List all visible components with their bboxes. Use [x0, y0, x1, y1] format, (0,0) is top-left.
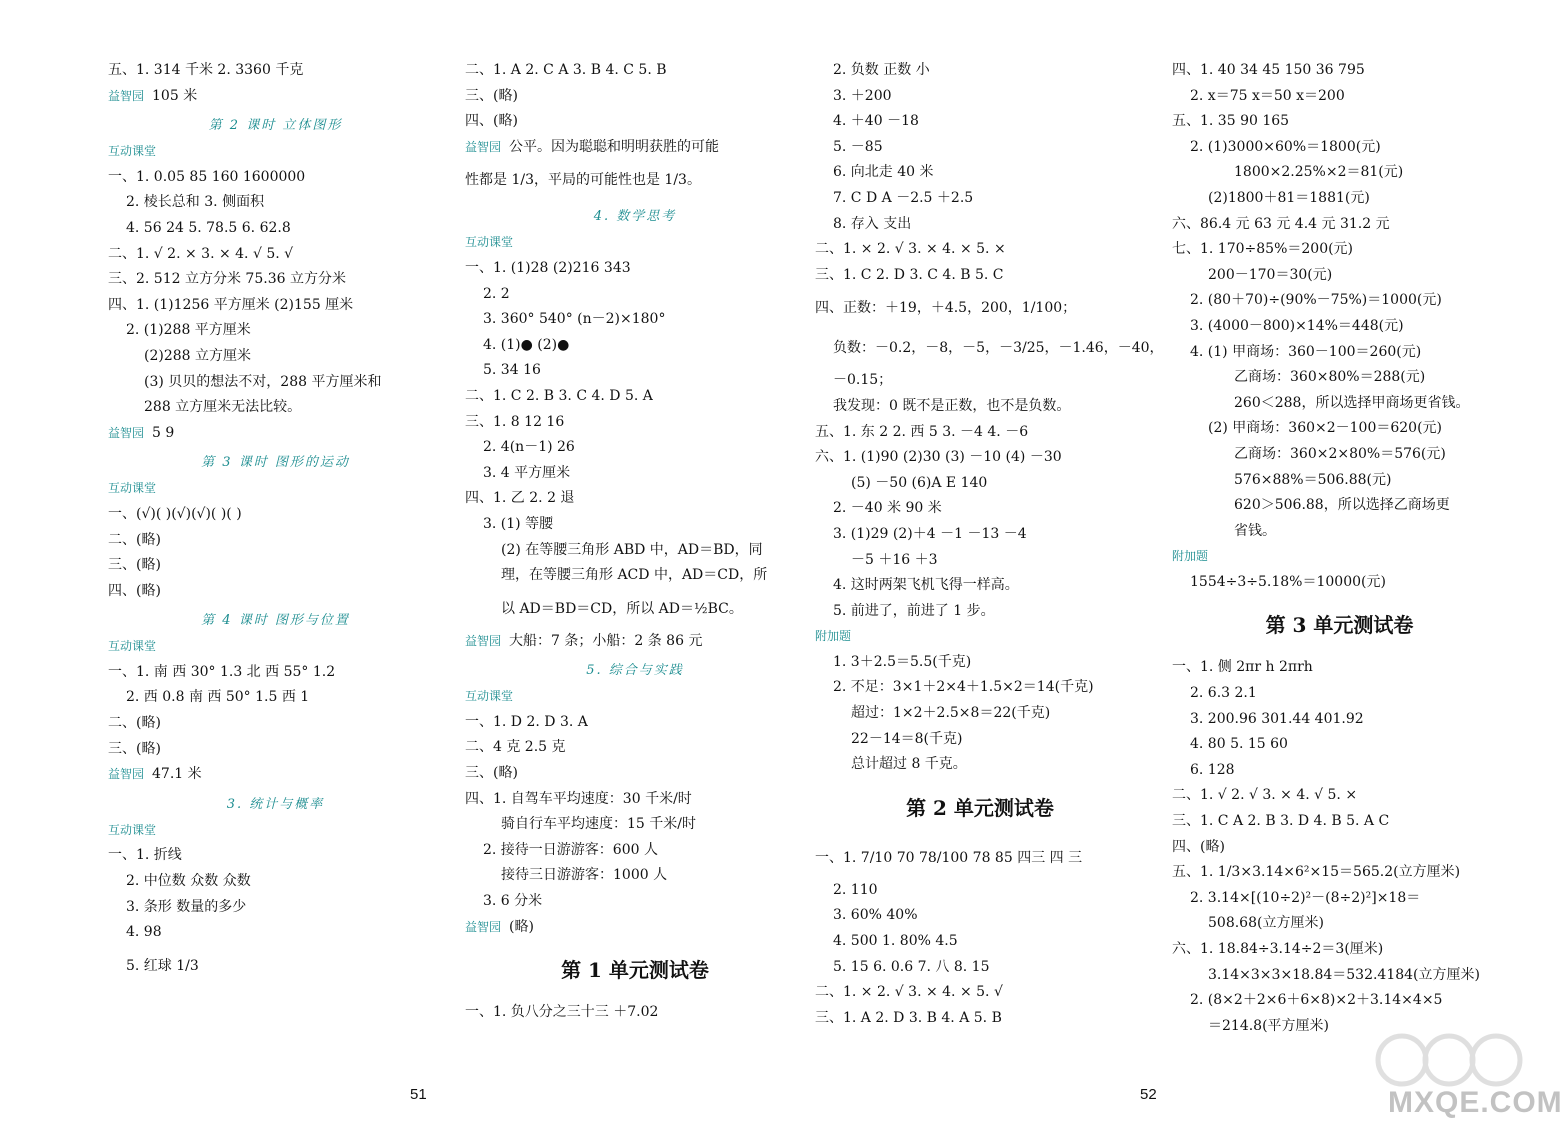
answer-line: －0.15；: [833, 372, 893, 389]
answer-line: 1800×2.25%×2＝81(元): [1234, 164, 1404, 181]
answer-line: 8. 存入 支出: [833, 215, 912, 232]
answer-line: 4. 80 5. 15 60: [1190, 736, 1288, 753]
unit-test-heading: 第 2 单元测试卷: [906, 795, 1054, 820]
answer-line: 5. 34 16: [483, 362, 541, 379]
subsection-label: 互动课堂: [465, 689, 514, 704]
answer-line: 省钱。: [1234, 522, 1276, 539]
answer-line: 一、1. 负八分之三十三 ＋7.02: [465, 1004, 659, 1021]
answer-line: 4. ＋40 －18: [833, 113, 919, 130]
answer-line: 3. 60% 40%: [833, 907, 918, 924]
answer-line: 1. 3＋2.5＝5.5(千克): [833, 653, 972, 670]
answer-line: 2. 西 0.8 南 西 50° 1.5 西 1: [126, 689, 310, 706]
answer-line: 一、1. 0.05 85 160 1600000: [108, 168, 306, 185]
answer-line: (2) 甲商场：360×2－100＝620(元): [1208, 420, 1443, 437]
answer-line: 3. (1)29 (2)＋4 －1 －13 －4: [833, 525, 1027, 542]
answer-line: 2. －40 米 90 米: [833, 500, 942, 517]
answer-line: 四、(略): [1172, 838, 1225, 855]
unit-test-heading: 第 1 单元测试卷: [561, 958, 709, 983]
answer-line: 6. 向北走 40 米: [833, 164, 934, 181]
answer-line: 3. 360° 540° (n－2)×180°: [483, 311, 666, 328]
answer-line: 1554÷3÷5.18%＝10000(元): [1190, 573, 1386, 590]
answer-line: 益智园 大船：7 条；小船：2 条 86 元: [465, 632, 703, 649]
answer-line: 4. 56 24 5. 78.5 6. 62.8: [126, 219, 291, 236]
column-3: [815, 58, 1164, 1031]
answer-line: 2. x＝75 x＝50 x＝200: [1190, 87, 1345, 104]
answer-line: 288 立方厘米无法比较。: [144, 399, 302, 416]
answer-line: 六、1. 18.84÷3.14÷2＝3(厘米): [1172, 941, 1384, 957]
answer-line: 3. ＋200: [833, 87, 892, 104]
answer-line: 4. 这时两架飞机飞得一样高。: [833, 577, 1019, 594]
section-tag: 益智园: [108, 767, 145, 782]
answer-line: 理，在等腰三角形 ACD 中，AD＝CD，所: [501, 567, 768, 584]
answer-line: 三、2. 512 立方分米 75.36 立方分米: [108, 271, 346, 288]
answer-line: 2. (1)288 平方厘米: [126, 322, 251, 339]
answer-line: 一、(√)( )(√)(√)( )( ): [108, 505, 242, 522]
answer-line: 620＞506.88，所以选择乙商场更: [1234, 497, 1450, 514]
answer-line: 22－14＝8(千克): [851, 730, 963, 747]
answer-line: 益智园 (略): [465, 918, 534, 935]
section-tag: 益智园: [465, 919, 502, 934]
answer-line: 二、1. × 2. √ 3. × 4. × 5. √: [815, 984, 1003, 1001]
answer-line: 乙商场：360×2×80%＝576(元): [1234, 445, 1446, 462]
answer-line: 260＜288，所以选择甲商场更省钱。: [1234, 394, 1470, 411]
answer-line: 2. (8×2＋2×6＋6×8)×2＋3.14×4×5: [1190, 992, 1443, 1009]
answer-line: 益智园 47.1 米: [108, 766, 202, 783]
answer-line: 我发现：0 既不是正数，也不是负数。: [833, 397, 1071, 414]
answer-line: －5 ＋16 ＋3: [851, 551, 938, 568]
answer-line: 5. 15 6. 0.6 7. 八 8. 15: [833, 958, 990, 975]
bonus-label: 附加题: [815, 629, 852, 644]
answer-line: 二、1. √ 2. √ 3. × 4. √ 5. ×: [1172, 787, 1358, 804]
section-tag: 益智园: [465, 633, 502, 648]
answer-line: 2. (1)3000×60%＝1800(元): [1190, 138, 1381, 155]
answer-line: 2. 接待一日游游客：600 人: [483, 841, 658, 858]
answer-line: 三、(略): [465, 87, 518, 104]
answer-line: 二、(略): [108, 715, 161, 732]
unit-test-heading: 第 3 单元测试卷: [1265, 613, 1414, 638]
answer-line: 三、1. C 2. D 3. C 4. B 5. C: [815, 266, 1004, 283]
answer-line: 五、1. 35 90 165: [1172, 113, 1290, 130]
answer-line: 二、(略): [108, 531, 161, 548]
answer-line: 四、1. 乙 2. 2 退: [465, 490, 575, 507]
answer-line: 性都是 1/3，平局的可能性也是 1/3。: [465, 172, 701, 189]
answer-line: 益智园 105 米: [108, 87, 198, 104]
answer-line: 二、1. A 2. C A 3. B 4. C 5. B: [465, 62, 667, 78]
answer-line: 3. 4 平方厘米: [483, 464, 571, 481]
answer-line: 七、1. 170÷85%＝200(元): [1172, 241, 1354, 258]
chapter-heading: 3. 统计与概率: [226, 796, 325, 812]
answer-line: 2. (80＋70)÷(90%－75%)＝1000(元): [1190, 292, 1442, 309]
answer-line: 三、1. C A 2. B 3. D 4. B 5. A C: [1172, 813, 1390, 830]
answer-line: 二、1. √ 2. × 3. × 4. √ 5. √: [108, 245, 294, 262]
answer-line: 二、1. × 2. √ 3. × 4. × 5. ×: [815, 241, 1006, 258]
answer-line: 骑自行车平均速度：15 千米/时: [501, 816, 696, 833]
subsection-label: 互动课堂: [465, 235, 514, 250]
answer-line: 5. 红球 1/3: [126, 957, 199, 974]
section-tag: 益智园: [465, 139, 502, 154]
subsection-label: 互动课堂: [108, 822, 157, 837]
answer-line: 508.68(立方厘米): [1208, 915, 1324, 932]
answer-line: 3. (4000－800)×14%＝448(元): [1190, 317, 1404, 334]
answer-line: 四、(略): [108, 582, 161, 599]
subsection-label: 互动课堂: [108, 639, 157, 654]
bonus-label: 附加题: [1172, 549, 1209, 564]
answer-line: 三、(略): [108, 740, 161, 757]
answer-line: 四、1. 40 34 45 150 36 795: [1172, 62, 1365, 78]
answer-line: 四、1. 自驾车平均速度：30 千米/时: [465, 790, 692, 807]
lesson-heading: 第 2 课时 立体图形: [208, 118, 343, 134]
answer-line: 一、1. 侧 2πr h 2πrh: [1172, 659, 1313, 676]
answer-line: 3. 6 分米: [483, 893, 543, 910]
answer-line: 3. 条形 数量的多少: [126, 898, 247, 915]
answer-line: 3. (1) 等腰: [483, 515, 554, 532]
answer-line: 四、(略): [465, 113, 518, 130]
answer-line: 益智园 公平。因为聪聪和明明获胜的可能: [465, 138, 720, 155]
answer-line: 3. 200.96 301.44 401.92: [1190, 710, 1364, 727]
answer-line: 三、1. 8 12 16: [465, 413, 565, 430]
answer-line: 576×88%＝506.88(元): [1234, 471, 1392, 488]
section-tag: 益智园: [108, 88, 145, 103]
answer-line: 7. C D A －2.5 ＋2.5: [833, 189, 974, 206]
answer-line: 2. 棱长总和 3. 侧面积: [126, 194, 265, 211]
answer-line: 4. (1) 甲商场：360－100＝260(元): [1190, 343, 1422, 360]
answer-line: (2) 在等腰三角形 ABD 中，AD＝BD，同: [501, 541, 763, 558]
subsection-label: 互动课堂: [108, 144, 157, 159]
answer-line: 三、1. A 2. D 3. B 4. A 5. B: [815, 1009, 1002, 1026]
answer-line: 三、(略): [465, 765, 518, 782]
answer-line: 2. 4(n－1) 26: [483, 439, 575, 456]
answer-line: 六、1. (1)90 (2)30 (3) －10 (4) －30: [815, 449, 1062, 466]
lesson-heading: 第 3 课时 图形的运动: [201, 455, 350, 471]
answer-line: 二、4 克 2.5 克: [465, 739, 566, 756]
answer-line: 4. 500 1. 80% 4.5: [833, 933, 958, 950]
answer-line: 超过：1×2＋2.5×8＝22(千克): [851, 705, 1051, 722]
answer-line: (2)288 立方厘米: [144, 347, 252, 364]
answer-line: 二、1. C 2. B 3. C 4. D 5. A: [465, 387, 653, 404]
answer-line: 2. 6.3 2.1: [1190, 685, 1257, 702]
answer-line: 六、86.4 元 63 元 4.4 元 31.2 元: [1172, 215, 1390, 232]
answer-line: (5) －50 (6)A E 140: [851, 474, 988, 491]
chapter-heading: 5. 综合与实践: [586, 663, 684, 679]
answer-line: 以 AD＝BD＝CD，所以 AD＝½BC。: [501, 600, 743, 617]
page-number-right: 52: [1140, 1086, 1157, 1103]
answer-line: 200－170＝30(元): [1208, 266, 1333, 283]
answer-line: 6. 128: [1190, 761, 1235, 778]
section-tag: 益智园: [108, 425, 145, 440]
answer-line: 2. 中位数 众数 众数: [126, 873, 251, 890]
answer-line: 2. 2: [483, 285, 510, 302]
answer-line: (3) 贝贝的想法不对，288 平方厘米和: [144, 373, 382, 390]
answer-line: 一、1. (1)28 (2)216 343: [465, 259, 631, 276]
answer-line: 2. 110: [833, 881, 878, 898]
column-2: [465, 58, 805, 1026]
answer-line: 3.14×3×3×18.84＝532.4184(立方厘米): [1208, 966, 1480, 983]
answer-line: 5. 前进了，前进了 1 步。: [833, 602, 995, 619]
answer-line: 三、(略): [108, 557, 161, 574]
answer-line: 负数：－0.2，－8，－5，－3/25，－1.46，－40，: [833, 340, 1164, 357]
answer-line: 2. 不足：3×1＋2×4＋1.5×2＝14(千克): [833, 679, 1094, 696]
answer-line: 一、1. 折线: [108, 847, 182, 864]
answer-line: 4. (1)● (2)●: [483, 336, 570, 353]
answer-line: 一、1. D 2. D 3. A: [465, 713, 588, 730]
answer-line: 乙商场：360×80%＝288(元): [1234, 369, 1426, 386]
answer-line: 一、1. 南 西 30° 1.3 北 西 55° 1.2: [108, 663, 336, 680]
answer-line: 接待三日游游客：1000 人: [501, 867, 668, 884]
page-number-left: 51: [410, 1086, 427, 1103]
subsection-label: 互动课堂: [108, 481, 157, 496]
chapter-heading: 4. 数学思考: [593, 209, 677, 225]
answer-line: 5. －85: [833, 138, 883, 155]
watermark-text: MXQE.COM: [1388, 1086, 1563, 1119]
answer-line: ＝214.8(平方厘米): [1208, 1017, 1330, 1034]
answer-line: 4. 98: [126, 924, 162, 941]
answer-line: 四、正数：＋19，＋4.5，200，1/100；: [815, 300, 1077, 317]
column-4: [1172, 58, 1507, 1039]
answer-line: 五、1. 1/3×3.14×6²×15＝565.2(立方厘米): [1172, 864, 1461, 881]
answer-line: 四、1. (1)1256 平方厘米 (2)155 厘米: [108, 296, 354, 313]
answer-line: (2)1800＋81＝1881(元): [1208, 189, 1370, 206]
answer-line: 五、1. 东 2 2. 西 5 3. －4 4. －6: [815, 423, 1029, 440]
answer-line: 2. 3.14×[(10÷2)²－(8÷2)²]×18＝: [1190, 889, 1421, 906]
column-1: [108, 58, 443, 986]
answer-line: 五、1. 314 千米 2. 3360 千克: [108, 62, 304, 78]
answer-line: 一、1. 7/10 70 78/100 78 85 四三 四 三: [815, 849, 1083, 866]
answer-line: 总计超过 8 千克。: [851, 756, 967, 773]
answer-line: 益智园 5 9: [108, 424, 175, 441]
answer-line: 2. 负数 正数 小: [833, 62, 930, 78]
lesson-heading: 第 4 课时 图形与位置: [201, 613, 350, 629]
